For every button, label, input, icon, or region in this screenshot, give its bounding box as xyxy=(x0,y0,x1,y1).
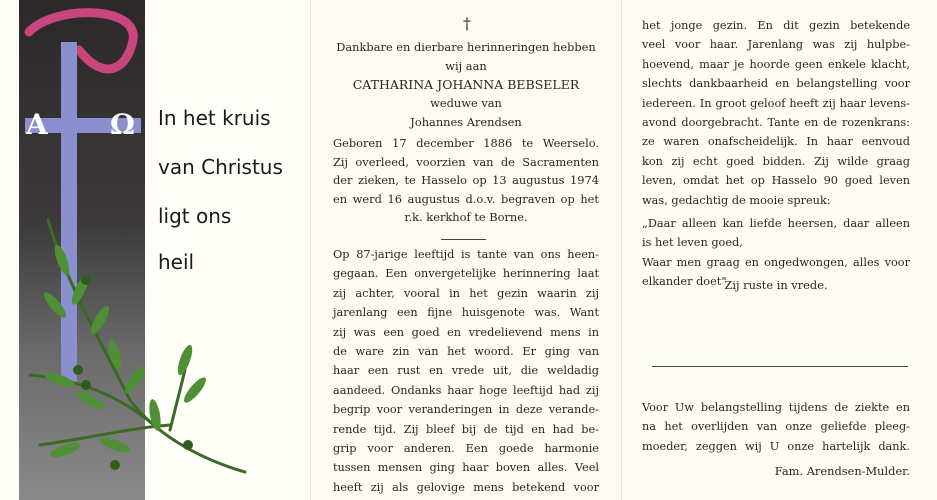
rest-in-peace: Zij ruste in vrede. xyxy=(724,278,828,292)
alpha-symbol: Α xyxy=(26,108,48,141)
body-line: heeft zij als gelovige mens betekend voor xyxy=(333,480,599,494)
right-panel xyxy=(621,0,937,500)
deceased-name: CATHARINA JOHANNA BEBSELER xyxy=(352,76,580,92)
details-block xyxy=(333,134,599,227)
body-line: grip voor anderen. Een goede harmonie xyxy=(333,442,599,456)
quote-line: „Daar alleen kan liefde heersen, daar alleen xyxy=(642,217,910,231)
spouse-name: Johannes Arendsen xyxy=(410,115,522,130)
middle-panel xyxy=(310,0,621,500)
headline-line-2: van Christus xyxy=(158,155,283,179)
thanks-block xyxy=(642,398,910,456)
body-line: het jonge gezin. En dit gezin betekende xyxy=(642,19,910,32)
cross-symbol: † xyxy=(463,14,471,33)
body-line: zij was een goed en vredelievend mens in xyxy=(333,325,599,339)
thanks-line: Voor Uw belangstelling tijdens de ziekte en xyxy=(642,401,910,414)
intro-line: Dankbare en dierbare herinneringen hebben xyxy=(336,40,596,54)
body-line: rende tijd. Zij bleef bij de tijd en had be- xyxy=(333,422,599,436)
details-line: Geboren 17 december 1886 te Weerselo. xyxy=(333,136,599,150)
body-line: begrip voor veranderingen in deze verande- xyxy=(333,403,599,417)
body-line: slechts dankbaarheid en belangstelling voor xyxy=(642,77,910,91)
announcement-block xyxy=(321,38,611,132)
body-line: jarenlang een fijne huisgenote was. Want xyxy=(333,306,599,320)
details-line: der zieken, te Hasselo op 13 augustus 1974 xyxy=(333,173,599,188)
body-line: veel voor haar. Jarenlang was zij hulpbe- xyxy=(642,38,910,52)
left-panel xyxy=(0,0,310,500)
body-line: aandeed. Ondanks haar hoge leeftijd had zij xyxy=(333,383,599,397)
biography-continued xyxy=(642,16,910,292)
headline-line-3: ligt ons xyxy=(158,204,232,228)
details-line: Zij overleed, voorzien van de Sacramenten xyxy=(333,154,599,169)
body-line: iedereen. In groot geloof heeft zij haar levens- xyxy=(642,96,910,110)
headline-line-4: heil xyxy=(158,250,195,274)
details-line: en werd 16 augustus d.o.v. begraven op het xyxy=(333,191,599,206)
body-line: was, gedachtig de mooie spreuk: xyxy=(642,193,831,207)
body-line: de ware zin van het woord. Er ging van xyxy=(333,345,599,359)
quote-line: is het leven goed, xyxy=(642,236,743,250)
body-line: haar een rust en vrede uit, die weldadig xyxy=(333,364,599,378)
details-line: r.k. kerkhof te Borne. xyxy=(404,210,528,225)
biography-block xyxy=(333,245,599,497)
thanks-line: moeder, zeggen wij U onze hartelijk dank. xyxy=(642,439,910,453)
widow-of: weduwe van xyxy=(430,96,502,111)
omega-symbol: Ω xyxy=(110,108,135,141)
quote-line: Waar men graag en ongedwongen, alles voor xyxy=(642,255,910,269)
divider xyxy=(441,239,486,240)
signature: Fam. Arendsen-Mulder. xyxy=(774,464,910,478)
quote-line: elkander doet". xyxy=(642,275,731,289)
divider xyxy=(652,366,908,367)
intro-line: wij aan xyxy=(445,58,487,73)
body-line: kon zij echt goed bidden. Zij wilde graag xyxy=(642,154,910,168)
body-line: avond doorgebracht. Tante en de rozenkrans: xyxy=(642,116,910,130)
olive-branch-icon xyxy=(20,200,260,495)
body-line: Op 87-jarige leeftijd is tante van ons heen- xyxy=(333,248,599,261)
body-line: zij achter, vooral in het gezin waarin zij xyxy=(333,286,599,300)
thanks-line: na het overlijden van onze geliefde pleeg- xyxy=(642,420,910,434)
body-line: ze waren onafscheidelijk. In haar eenvoud xyxy=(642,135,910,149)
body-line: tussen mensen ging haar boven alles. Veel xyxy=(333,461,599,475)
body-line: leven, omdat het op Hasselo 90 goed leven xyxy=(642,174,910,188)
body-line: hoevend, maar je hoorde geen enkele klacht, xyxy=(642,57,910,71)
body-line: gegaan. Een onvergetelijke herinnering laat xyxy=(333,267,599,281)
headline-line-1: In het kruis xyxy=(158,106,271,130)
